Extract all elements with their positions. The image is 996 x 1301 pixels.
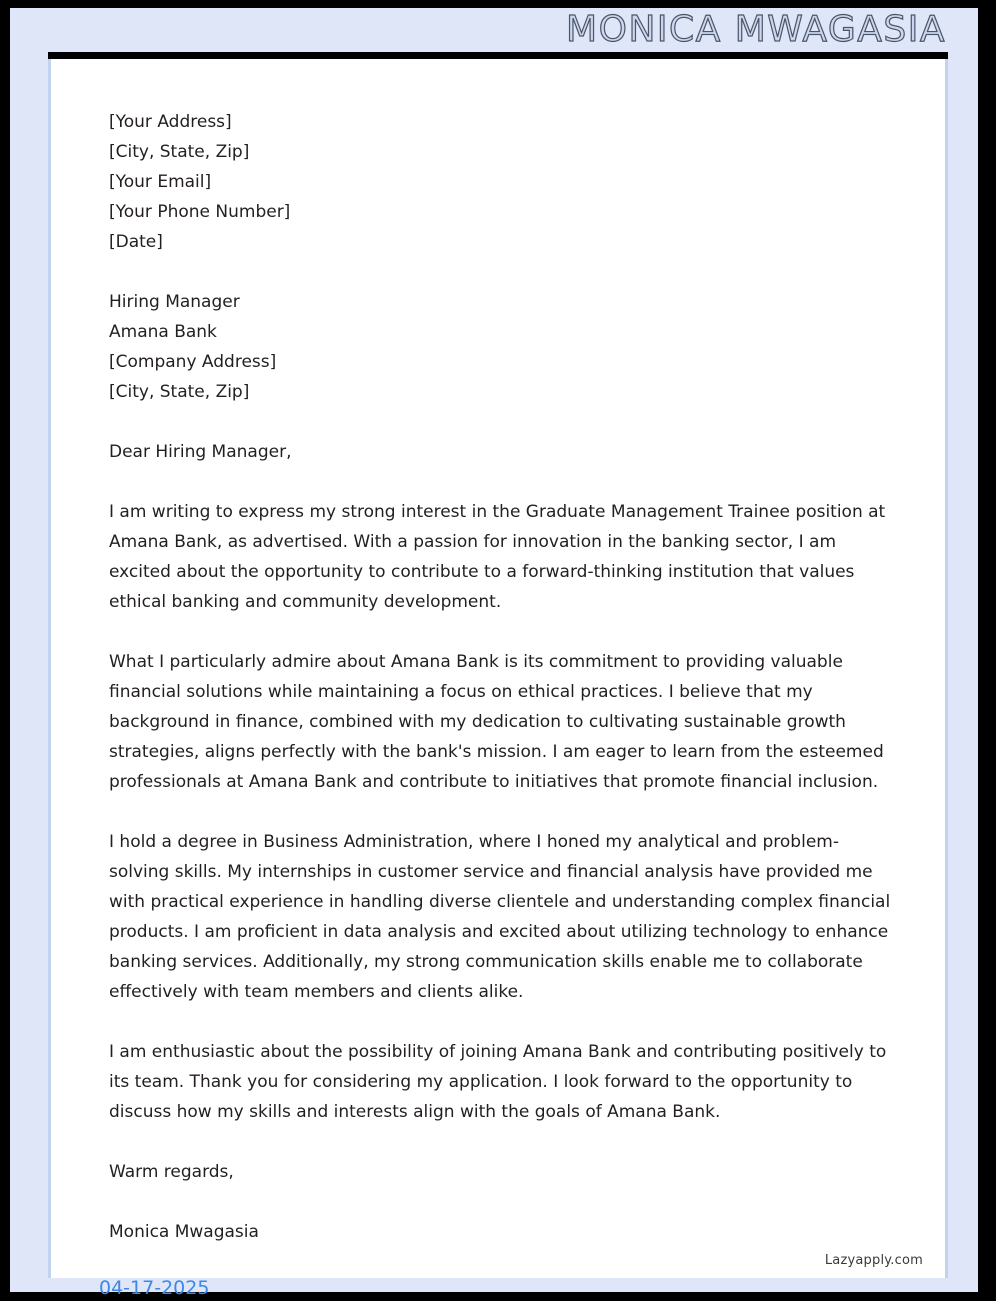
sender-line: [Your Address] xyxy=(109,112,232,132)
body-paragraph: What I particularly admire about Amana Bank is its commitment to providing valuable financial solutions while maintaining a focus on ethical practices. I believe that my background in finance, combined with my dedication to cultivating sustainable growth strategies, aligns perfectly with the bank's mission. I am eager to learn from the esteemed professionals at Amana Bank and contribute to initiatives that promote financial inclusion. xyxy=(109,652,884,792)
sender-line: [Your Phone Number] xyxy=(109,202,291,222)
sender-address-block xyxy=(109,107,899,257)
document-header xyxy=(10,8,978,52)
body-paragraph: I am enthusiastic about the possibility of joining Amana Bank and contributing positively to its team. Thank you for considering my application. I look forward to the opportunity to discuss how my skills and interests align with the goals of Amana Bank. xyxy=(109,1042,887,1122)
recipient-line: Amana Bank xyxy=(109,322,217,342)
sender-line: [Date] xyxy=(109,232,163,252)
signature-name: Monica Mwagasia xyxy=(109,1222,259,1242)
sender-line: [Your Email] xyxy=(109,172,212,192)
recipient-line: Hiring Manager xyxy=(109,292,240,312)
footer-date: 04-17-2025 xyxy=(99,1277,210,1299)
salutation: Dear Hiring Manager, xyxy=(109,442,292,462)
letter-body xyxy=(109,107,899,1247)
lazyapply-watermark: Lazyapply.com xyxy=(824,1253,923,1268)
closing-salutation: Warm regards, xyxy=(109,1162,234,1182)
header-divider-rule xyxy=(48,52,948,59)
applicant-name-heading: MONICA MWAGASIA xyxy=(566,9,946,50)
recipient-line: [City, State, Zip] xyxy=(109,382,250,402)
recipient-line: [Company Address] xyxy=(109,352,277,372)
document-canvas xyxy=(10,8,978,1292)
body-paragraph: I hold a degree in Business Administration, where I honed my analytical and problem-solving skills. My internships in customer service and financial analysis have provided me with practical experience in handling diverse clientele and understanding complex financial products. I am proficient in data analysis and excited about utilizing technology to enhance banking services. Additionally, my strong communication skills enable me to collaborate effectively with team members and clients alike. xyxy=(109,832,891,1002)
recipient-address-block xyxy=(109,287,899,407)
sender-line: [City, State, Zip] xyxy=(109,142,250,162)
body-paragraph: I am writing to express my strong interest in the Graduate Management Trainee position at Amana Bank, as advertised. With a passion for innovation in the banking sector, I am excited about the opportunity to contribute to a forward-thinking institution that values ethical banking and community development. xyxy=(109,502,886,612)
letter-sheet xyxy=(48,59,948,1278)
